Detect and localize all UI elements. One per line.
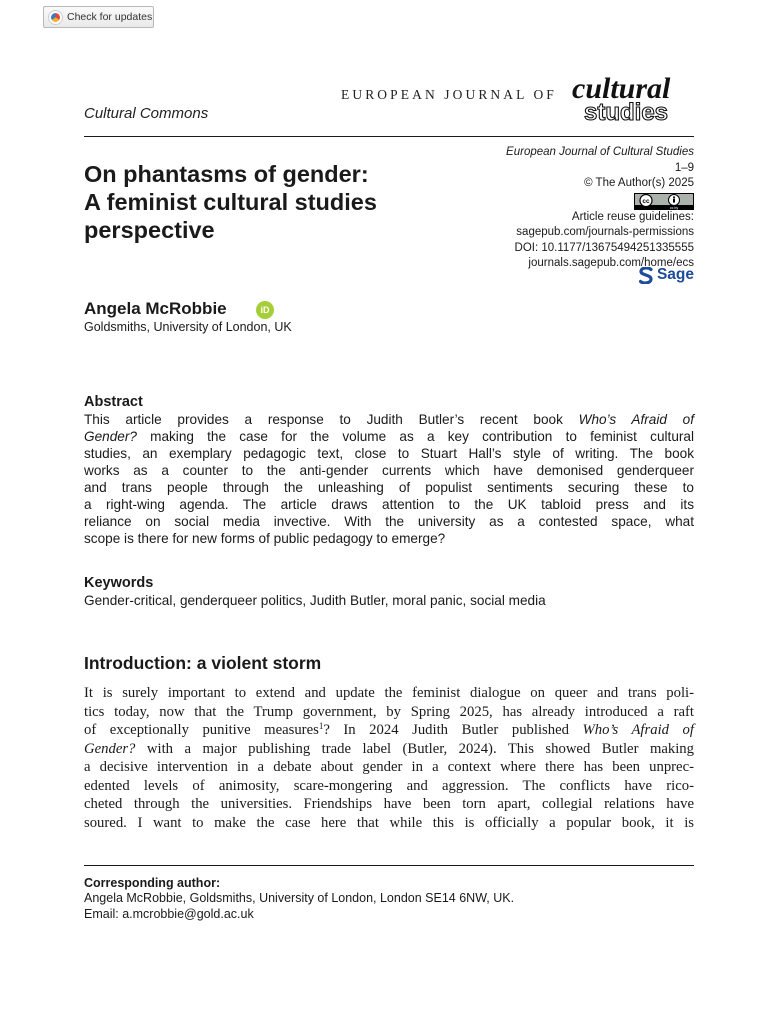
cc-by-license-icon[interactable] [634, 193, 694, 210]
abstract-line: studies, an exemplary pedagogic text, close to Stuart Hall’s style of writing. The book [84, 446, 694, 461]
article-meta [506, 145, 694, 272]
keywords-list: Gender-critical, genderqueer politics, Judith Butler, moral panic, social media [84, 593, 546, 608]
body-line: of exceptionally punitive measures$^1$? In 2024 Judith Butler published Who’s Afraid of [84, 721, 694, 738]
title-line: perspective [84, 217, 215, 243]
abstract-line: Gender? making the case for the volume as a key contribution to feminist cultural [84, 429, 694, 444]
corresponding-author-heading: Corresponding author: [84, 876, 221, 890]
article-title [84, 160, 464, 244]
corresponding-author-address: Angela McRobbie, Goldsmiths, University of London, London SE14 6NW, UK. [84, 891, 515, 905]
journal-url-link[interactable]: journals.sagepub.com/home/ecs [528, 257, 694, 269]
introduction-body [84, 684, 694, 832]
abstract-line: This article provides a response to Judith Butler’s recent book Who’s Afraid of [84, 412, 694, 427]
book-title: Gender? [84, 740, 136, 757]
publisher-name: Sage [656, 266, 694, 283]
body-line: tics today, now that the Trump government, by Spring 2025, has already introduced a raft [84, 703, 694, 720]
abstract-line: reliance on social media invective. With the university as a contested space, what [84, 514, 694, 529]
body-line: soured. I want to make the case here that while this is officially a popular book, it is [84, 814, 694, 831]
reuse-guidelines-link[interactable]: sagepub.com/journals-permissions [516, 226, 694, 238]
logo-word-studies: studies [584, 99, 669, 124]
abstract-line: scope is there for new forms of public pedagogy to emerge? [84, 531, 446, 546]
page-range: 1–9 [674, 161, 694, 174]
check-for-updates-button[interactable] [43, 6, 154, 28]
publisher-logo [639, 264, 694, 286]
doi-link[interactable]: DOI: 10.1177/13675494251335555 [514, 241, 694, 254]
body-line: a decisive intervention in a debate about gender in a context where there has been unprec- [84, 759, 694, 775]
abstract-line: and trans people through the unleashing of populist sentiments securing these to [84, 480, 694, 495]
sage-s-icon [639, 267, 653, 284]
title-line: A feminist cultural studies [84, 189, 377, 215]
orcid-icon[interactable]: iD [256, 301, 274, 319]
body-line: edented levels of animosity, scare-mongering and aggression. The conflicts have rico- [84, 777, 694, 794]
journal-name: European Journal of Cultural Studies [506, 146, 694, 158]
abstract-line: a right-wing agenda. The article draws attention to the UK tabloid press and its [84, 497, 694, 512]
section-label: Cultural Commons [84, 105, 209, 122]
logo-word-cultural: cultural [572, 72, 671, 105]
header-divider [84, 136, 694, 137]
check-for-updates-label: Check for updates [67, 11, 153, 23]
book-title: Who’s Afraid of [582, 722, 694, 738]
reuse-guidelines-label: Article reuse guidelines: [571, 210, 694, 223]
title-line: On phantasms of gender: [84, 161, 369, 187]
body-line: It is surely important to extend and update the feminist dialogue on queer and trans poli- [84, 685, 694, 701]
keywords-heading: Keywords [84, 575, 154, 591]
journal-masthead: EUROPEAN JOURNAL OF [341, 87, 557, 102]
abstract-body [84, 411, 694, 547]
book-title: Who’s Afraid of [578, 412, 694, 427]
author-name: Angela McRobbie [84, 299, 227, 318]
body-line: Gender? with a major publishing trade label (Butler, 2024). This showed Butler making [84, 740, 694, 757]
footer-divider [84, 865, 694, 866]
corresponding-author-email[interactable]: Email: a.mcrobbie@gold.ac.uk [84, 907, 254, 921]
svg-text:cc by: cc by [669, 205, 679, 210]
svg-text:cc: cc [642, 197, 650, 205]
book-title: Gender? [84, 429, 137, 444]
copyright: © The Author(s) 2025 [584, 177, 694, 189]
abstract-line: works as a counter to the anti-gender currents which have demonised genderqueer [84, 463, 694, 478]
journal-logo [566, 60, 696, 124]
crossmark-icon [48, 10, 63, 25]
section-heading-introduction: Introduction: a violent storm [84, 653, 322, 673]
body-line: cheted through the universities. Friendships have been torn apart, collegial relations have [84, 796, 694, 812]
footnote-ref: 1 [318, 721, 324, 731]
abstract-heading: Abstract [84, 394, 143, 410]
author-affiliation: Goldsmiths, University of London, UK [84, 320, 292, 334]
